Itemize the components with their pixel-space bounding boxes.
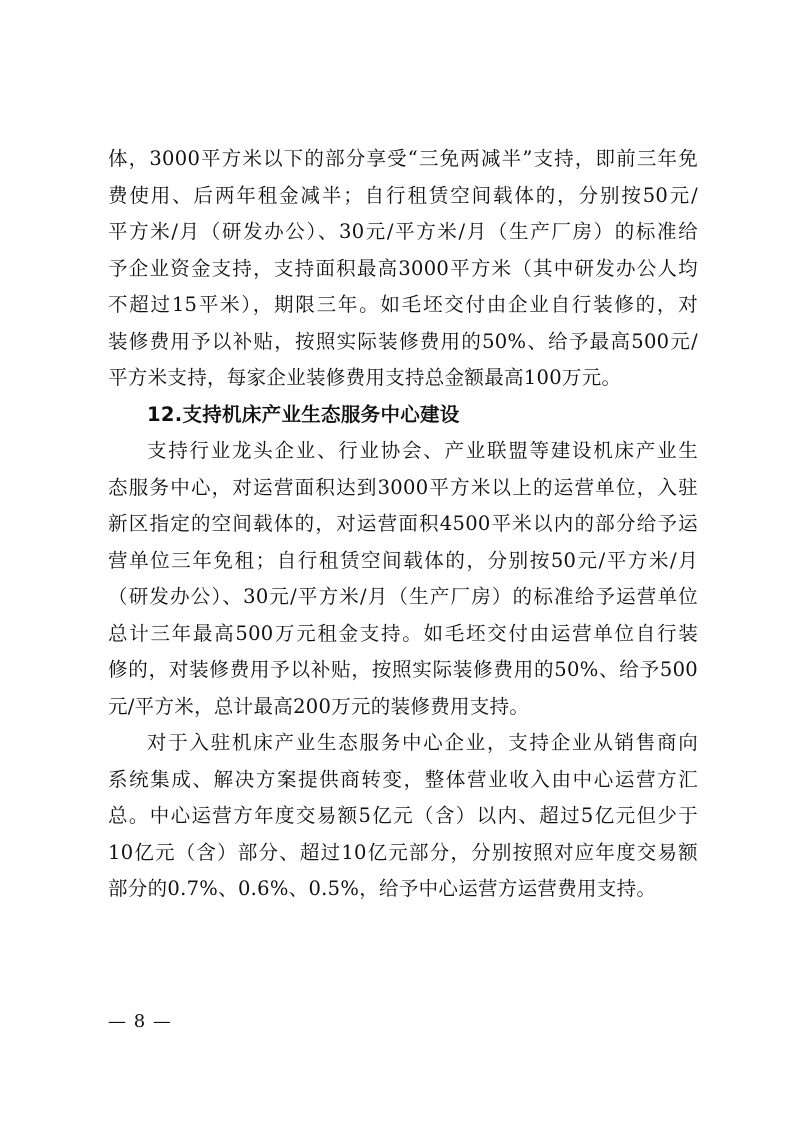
text-line: 费使用、后两年租金减半；自行租赁空间载体的，分别按50元/ — [108, 183, 698, 207]
text-line: 10亿元（含）部分、超过10亿元部分，分别按照对应年度交易额 — [108, 840, 698, 864]
body-text — [108, 141, 698, 908]
text-line: 平方米/月（研发办公）、30元/平方米/月（生产厂房）的标准给 — [108, 220, 698, 243]
text-line: 平方米支持，每家企业装修费用支持总金额最高100万元。 — [108, 366, 622, 389]
text-line: （研发办公）、30元/平方米/月（生产厂房）的标准给予运营单位 — [108, 585, 698, 608]
text-line: 支持行业龙头企业、行业协会、产业联盟等建设机床产业生 — [147, 439, 698, 462]
section-heading — [108, 397, 698, 434]
paragraph-service-center — [108, 433, 698, 725]
text-line: 系统集成、解决方案提供商转变，整体营业收入由中心运营方汇 — [108, 767, 698, 791]
text-line: 营单位三年免租；自行租赁空间载体的，分别按50元/平方米/月 — [108, 548, 698, 572]
text-line: 对于入驻机床产业生态服务中心企业，支持企业从销售商向 — [147, 731, 698, 754]
text-line: 元/平方米，总计最高200万元的装修费用支持。 — [108, 694, 530, 718]
text-line: 总。中心运营方年度交易额5亿元（含）以内、超过5亿元但少于 — [108, 804, 698, 827]
text-line: 部分的0.7%、0.6%、0.5%，给予中心运营方运营费用支持。 — [108, 877, 657, 900]
text-line: 总计三年最高500万元租金支持。如毛坯交付由运营单位自行装 — [108, 621, 698, 645]
text-line: 体，3000平方米以下的部分享受“三免两减半”支持，即前三年免 — [108, 147, 698, 170]
text-line: 予企业资金支持，支持面积最高3000平方米（其中研发办公人均 — [108, 256, 698, 280]
text-line: 装修费用予以补贴，按照实际装修费用的50%、给予最高500元/ — [108, 329, 698, 353]
page-number: — 8 — — [108, 1011, 172, 1032]
text-line: 态服务中心，对运营面积达到3000平方米以上的运营单位，入驻 — [108, 475, 698, 499]
paragraph-continuation — [108, 141, 698, 397]
text-line: 不超过15平米），期限三年。如毛坯交付由企业自行装修的，对 — [108, 293, 698, 316]
text-line: 修的，对装修费用予以补贴，按照实际装修费用的50%、给予500 — [108, 658, 698, 681]
text-line: 新区指定的空间载体的，对运营面积4500平米以内的部分给予运 — [108, 512, 698, 535]
paragraph-enterprise-support — [108, 725, 698, 908]
heading-line: 12.支持机床产业生态服务中心建设 — [147, 402, 460, 426]
